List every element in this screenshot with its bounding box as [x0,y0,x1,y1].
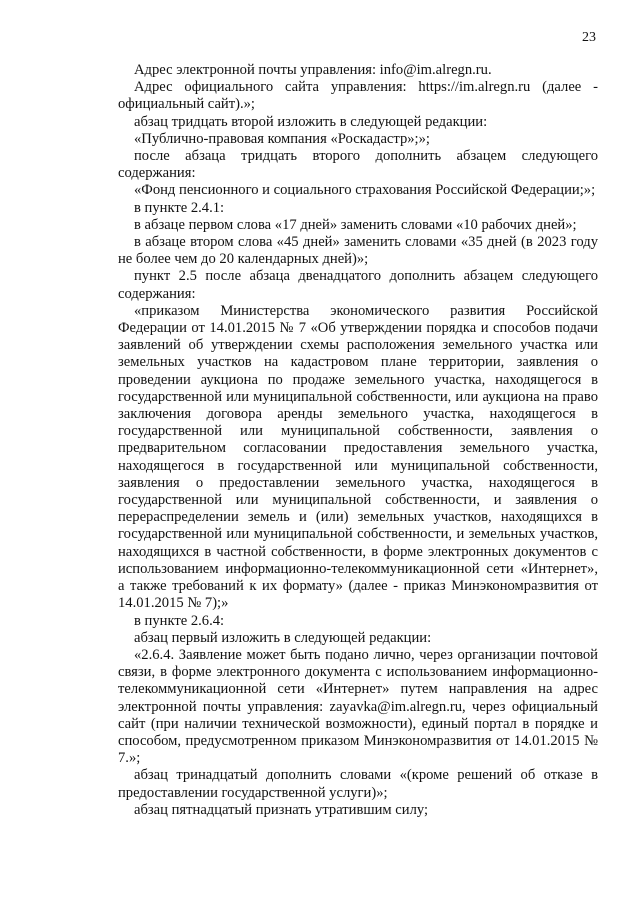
paragraph-2-6-4-text: «2.6.4. Заявление может быть подано лично, через организации почтовой связи, в форме электронного документа с использованием информационно-телекоммуникационной сети «Интернет» путем направления на адрес электронной почты управления: zayavka@im.alregn.ru, через официальный сайт (при наличии технической возможности), единый портал в порядке и способом, предусмотренном приказом Минэкономразвития от 14.01.2015 № 7.»; [118,646,598,767]
document-body [118,62,598,819]
page-number: 23 [582,30,596,45]
paragraph-website: Адрес официального сайта управления: https://im.alregn.ru (далее - официальный сайт).»; [118,79,598,113]
paragraph-amend-first: абзац первый изложить в следующей редакции: [134,629,432,646]
paragraph-repeal-15: абзац пятнадцатый признать утратившим силу; [134,801,429,818]
paragraph-roskadastr: «Публично-правовая компания «Роскадастр»;»; [134,130,430,147]
paragraph-pension-fund: «Фонд пенсионного и социального страхования Российской Федерации;»; [134,182,596,199]
paragraph-amend-32: абзац тридцать второй изложить в следующей редакции: [134,113,488,130]
paragraph-item-2-5: пункт 2.5 после абзаца двенадцатого дополнить абзацем следующего содержания: [118,268,598,302]
paragraph-amend-13: абзац тринадцатый дополнить словами «(кроме решений об отказе в предоставлении государственной услуги)»; [118,767,598,801]
paragraph-ministry-order: «приказом Министерства экономического развития Российской Федерации от 14.01.2015 № 7 «Об утверждении порядка и способов подачи заявлений об утверждении схемы расположения земельного участка или земельных участков на кадастровом плане территории, заявления о проведении аукциона по продаже земельного участка, находящегося в государственной или муниципальной собственности, или аукциона на право заключения договора аренды земельного участка, находящегося в государственной или муниципальной собственности, заявления о предварительном согласовании предоставления земельного участка, находящегося в государственной или муниципальной собственности, заявления о предоставлении земельного участка, находящегося в государственной или муниципальной собственности, и заявления о перераспределении земель и (или) земельных участков, находящихся в государственной или муниципальной собственности, и земельных участков, находящихся в частной собственности, в форме электронных документов с использованием информационно-телекоммуникационной сети «Интернет», а также требований к их формату» (далее - приказ Минэкономразвития от 14.01.2015 № 7);» [118,302,598,612]
paragraph-first-subparagraph: в абзаце первом слова «17 дней» заменить словами «10 рабочих дней»; [134,216,577,233]
paragraph-add-after-32: после абзаца тридцать второго дополнить абзацем следующего содержания: [118,148,598,182]
paragraph-email: Адрес электронной почты управления: info@im.alregn.ru. [134,62,492,78]
paragraph-item-2-6-4: в пункте 2.6.4: [134,612,225,629]
paragraph-second-subparagraph: в абзаце втором слова «45 дней» заменить словами «35 дней (в 2023 году не более чем до 20 календарных дней)»; [118,234,598,268]
paragraph-item-2-4-1: в пункте 2.4.1: [134,199,225,216]
